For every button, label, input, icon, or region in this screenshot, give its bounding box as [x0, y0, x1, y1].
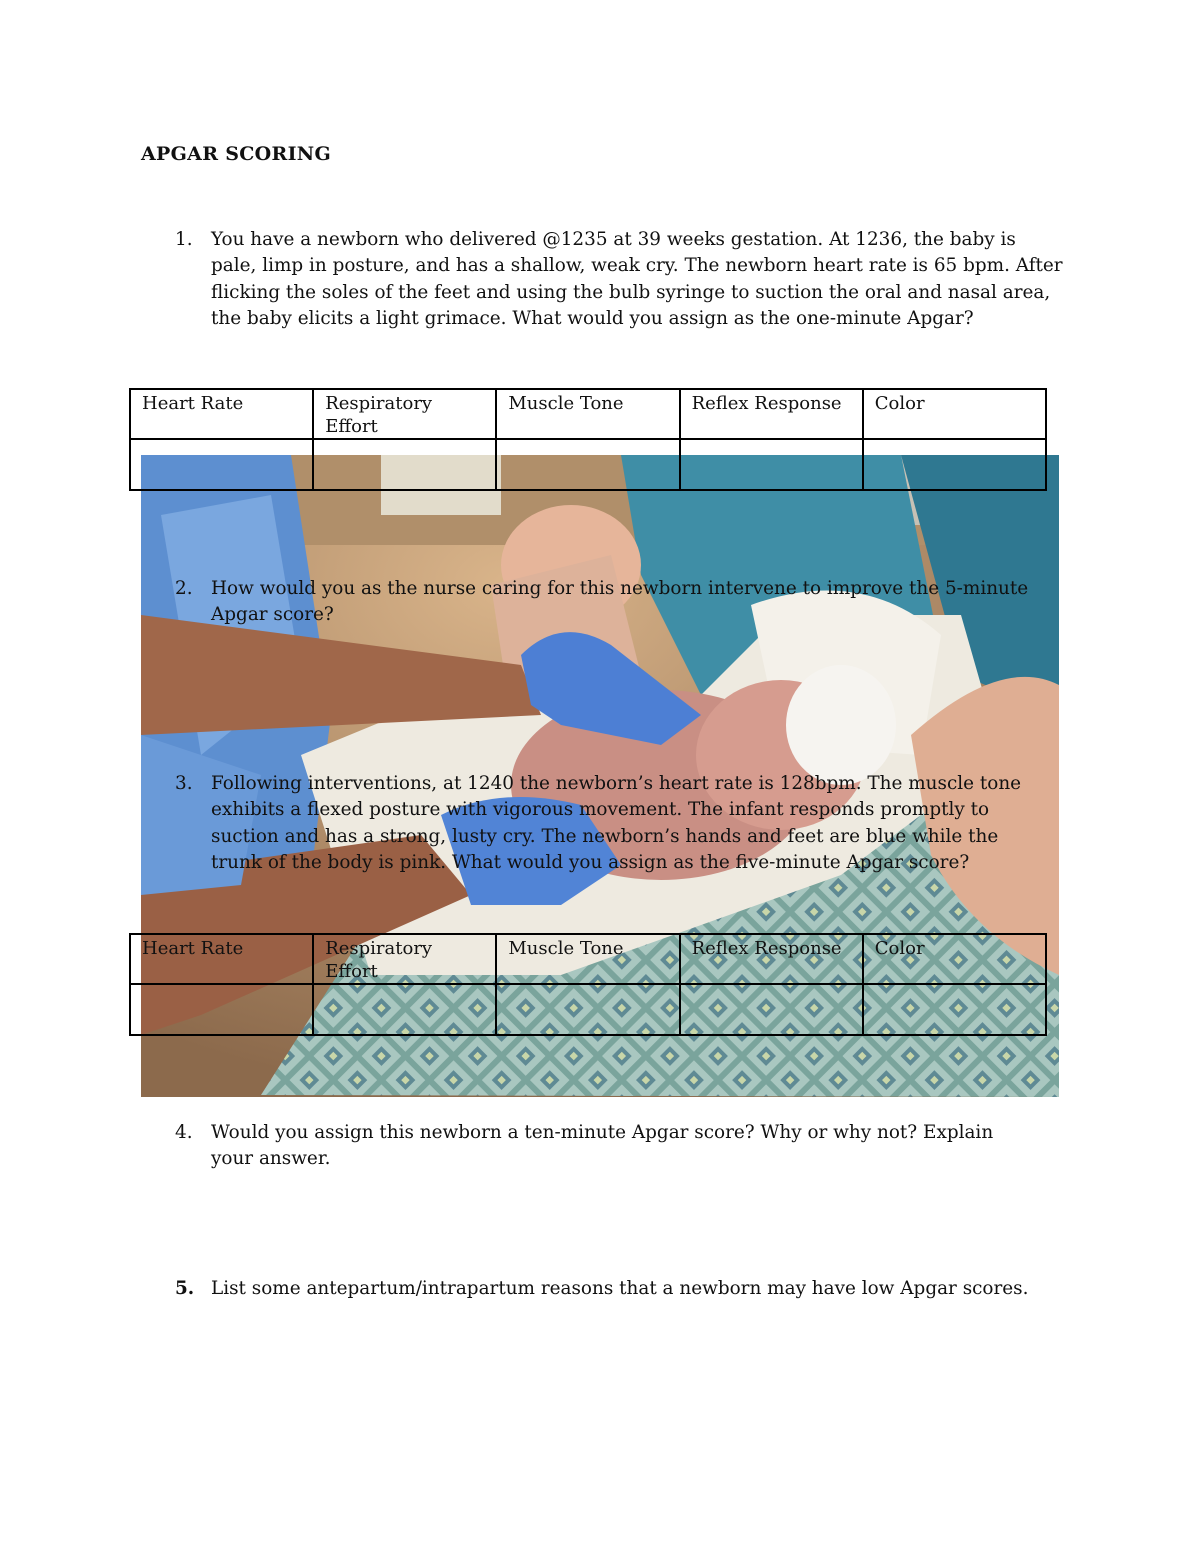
header-color: Color [863, 934, 1046, 984]
header-respiratory-effort: Respiratory Effort [313, 389, 496, 439]
header-reflex-response: Reflex Response [680, 934, 863, 984]
answer-cell[interactable] [863, 984, 1046, 1035]
answer-cell[interactable] [130, 439, 313, 490]
question-2 [175, 576, 1065, 629]
question-number: 2. [175, 578, 193, 599]
answer-cell[interactable] [496, 984, 679, 1035]
header-heart-rate: Heart Rate [130, 934, 313, 984]
apgar-table-one-minute [129, 388, 1047, 491]
header-muscle-tone: Muscle Tone [496, 389, 679, 439]
header-color: Color [863, 389, 1046, 439]
answer-cell[interactable] [313, 984, 496, 1035]
apgar-table-five-minute [129, 933, 1047, 1036]
question-number: 4. [175, 1122, 193, 1143]
question-text: List some antepartum/intrapartum reasons that a newborn may have low Apgar scores. [211, 1278, 1029, 1299]
question-5 [175, 1276, 1075, 1302]
question-text: How would you as the nurse caring for this newborn intervene to improve the 5-minute Apgar score? [211, 578, 1029, 626]
answer-cell[interactable] [496, 439, 679, 490]
answer-cell[interactable] [313, 439, 496, 490]
header-muscle-tone: Muscle Tone [496, 934, 679, 984]
question-number: 5. [175, 1278, 195, 1299]
question-4 [175, 1120, 1035, 1173]
answer-cell[interactable] [130, 984, 313, 1035]
answer-cell[interactable] [863, 439, 1046, 490]
answer-cell[interactable] [680, 439, 863, 490]
answer-cell[interactable] [680, 984, 863, 1035]
question-3 [175, 771, 1025, 877]
question-number: 1. [175, 229, 193, 250]
header-reflex-response: Reflex Response [680, 389, 863, 439]
question-text: You have a newborn who delivered @1235 at 39 weeks gestation. At 1236, the baby is pale, limp in posture, and has a shallow, weak cry. The newborn heart rate is 65 bpm. After flicking the soles of the feet and using the bulb syringe to suction the oral and nasal area, the baby elicits a light grimace. What would you assign as the one-minute Apgar? [211, 229, 1063, 330]
question-text: Would you assign this newborn a ten-minute Apgar score? Why or why not? Explain your answer. [211, 1122, 994, 1170]
question-text: Following interventions, at 1240 the newborn’s heart rate is 128bpm. The muscle tone exhibits a flexed posture with vigorous movement. The infant responds promptly to suction and has a strong, lusty cry. The newborn’s hands and feet are blue while the trunk of the body is pink. What would you assign as the five-minute Apgar score? [211, 773, 1022, 874]
question-1 [175, 227, 1065, 333]
header-respiratory-effort: Respiratory Effort [313, 934, 496, 984]
header-heart-rate: Heart Rate [130, 389, 313, 439]
question-number: 3. [175, 773, 193, 794]
page-title: APGAR SCORING [141, 143, 331, 165]
